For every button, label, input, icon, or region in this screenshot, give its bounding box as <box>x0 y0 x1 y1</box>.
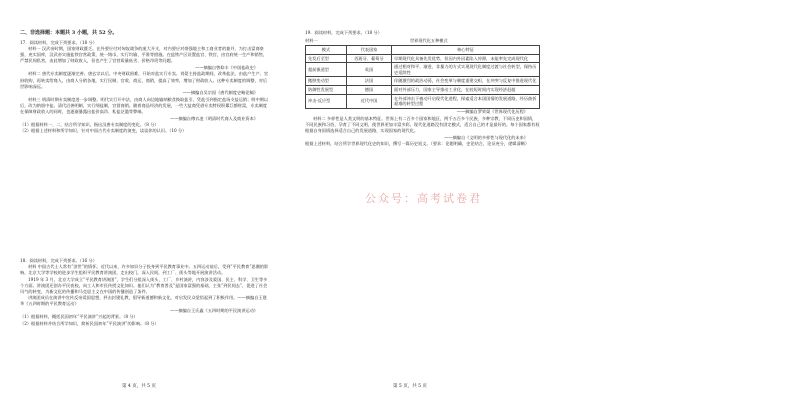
table-cell-mode: 冲击-反应型 <box>306 94 347 108</box>
q18-stem: 18．阅读材料，完成下列要求。（16 分） <box>20 258 97 263</box>
q17-material-3: 材料三 明清时期专卖制度进一步调整。明代实行开中法，由商人向边地输纳粮食换取盐引，凭盐引到指定盐场支盐运销；明中期以后，改为纳银中盐。清代沿袭明制，实行纲盐制，官督商销。随着商品经济的发展，一些大盐商凭借专卖特权积累巨额财富，专卖制度在保障财政收入的同时，也逐渐暴露出盐价高昂、私盐泛滥等弊端。 <box>20 96 269 115</box>
q17-stem: 17．阅读材料，完成下列要求。（18 分） <box>20 40 97 45</box>
table-cell-country: 德国 <box>347 86 392 95</box>
q19-table-caption: 世界现代化五种模式 <box>409 38 448 43</box>
table-row <box>306 86 540 95</box>
table-cell-mode: 超前嵌道型 <box>306 63 347 77</box>
q18-material-source: ——摘编自王氏鑫《五四时期的平民演讲运动》 <box>170 307 258 313</box>
q19-ask: 根据上述材料，结合所学世界现代化史的知识，撰写一篇历史短文。（要求：论题明确，史论结合，论证充分，逻辑清晰） <box>305 141 530 147</box>
q19-material-1 <box>305 38 540 147</box>
table-header-cell: 模式 <box>306 46 347 55</box>
table-cell-mode: 先发后至型 <box>306 54 347 63</box>
table-row <box>306 54 540 63</box>
question-17 <box>20 40 270 134</box>
q17-material-3-source: ——摘编自傅衣凌《明清时代商人及商业资本》 <box>170 115 258 121</box>
right-page <box>305 0 785 404</box>
q18-material-3: 讲演团成员在演讲中宣传反帝爱国思想，抨击封建礼教，倡导新道德和新文化，对启发民众觉悟起到了积极作用。——摘编自王建华《五四时期的平民教育运动》 <box>20 295 267 307</box>
q17-material-1: 材料一 汉武帝时期，国家财政匮乏。在外要应付对匈奴战争的庞大开支，对内要应对豪强地主和工商业者的兼并，为打击富商豪强，充实国库，汉武帝实施盐铁官营政策，统一铸币，实行均输、平准等措施。在盐铁产区设置盐官、铁官，由官府统一生产和销售，严禁民间私营，由此增加了财政收入，但也产生了官营质量低劣、价格昂贵等问题。 <box>20 46 268 64</box>
table-cell-country: 英国 <box>347 63 392 77</box>
q19-material-2-source: ——摘编自《文明的多样性与现代化的未来》 <box>444 134 528 140</box>
q18-ask-1: （1）根据材料，概括民国初年“平民演讲”兴起的背景。（8 分） <box>20 314 138 320</box>
q19-material-1-label: 材料一 <box>305 38 318 43</box>
q17-material-1-source: ——摘编自曾仰丰《中国盐政史》 <box>195 64 258 70</box>
table-row <box>306 77 540 86</box>
table-cell-mode: 防御性发展型 <box>306 86 347 95</box>
table-cell-mode: 搬照变动型 <box>306 77 347 86</box>
table-cell-feature: 早期现代化具备先发优势，但因内外因素陷入停滞，未能率先完成现代化 <box>392 54 540 63</box>
table-cell-feature: 通过相对和平、渐进、非暴力的方式实现现代化制度过渡与社会转型，保持历史延续性 <box>392 63 540 77</box>
table-row <box>306 63 540 77</box>
section-title: 二、非选择题：本题共 3 小题，共 52 分。 <box>20 30 118 36</box>
table-cell-country: 法国 <box>347 77 392 86</box>
q19-table-source: ——摘编自罗荣渠《世界现代化历程》 <box>456 109 528 115</box>
q17-material-2: 材料二 唐代专卖制度逐渐完善。唐玄宗以后，中央财政困难，开始对盐实行专卖。刘晏主持盐政期间，改革盐法，由盐户生产、官府收购，再转卖给商人，由商人分销各地，实行民制、官收、商运、商销，提高了效率，增加了财政收入。这种专卖制度的调整，对后世影响深远。 <box>20 71 269 89</box>
question-18 <box>20 258 270 327</box>
table-cell-country: 近代中国 <box>347 94 392 108</box>
table-cell-feature: 面对外部压力，国家主导推动工业化，在较短时间内实现经济赶超 <box>392 86 540 95</box>
q17-material-2-source: ——摘编自吴宗国《唐代制度史略论稿》 <box>182 90 258 96</box>
table-cell-feature: 在外部冲击下被动开启现代化进程，探索适合本国国情的发展道路，经历曲折艰难的转型过程 <box>392 94 540 108</box>
left-page-footer: 第 4 页，共 5 页 <box>122 384 156 389</box>
right-page-footer: 第 5 页，共 5 页 <box>393 384 427 389</box>
q18-ask-2: （2）根据材料并结合所学知识，简析民国初年“平民演讲”的影响。（8 分） <box>20 320 159 326</box>
q18-material-1: 材料 中国古代士人常有“济世”的情怀。近代以来，许多知识分子投身到平民教育事业中。五四运动前后，受到“平民教育”思潮的影响，北京大学等学校的进步学生组织平民教育讲演团，走出校门，深入民间，到工厂、街头等地开展演讲活动。 <box>20 264 269 276</box>
q19-material-2: 材料二 多样性是人类文明的基本特征。世界上有二百多个国家和地区，两千五百多个民族，多种宗教，不同历史和国情，不同民族和习俗，孕育了不同文明，使世界更加丰富多彩。现代化道路没有固定模式，适合自己的才是最好的。每个国家都有权根据自身国情选择适合自己的发展道路，实现国家的现代化。 <box>305 115 540 134</box>
table-header-row <box>306 46 540 55</box>
table-header-cell: 核心特征 <box>392 46 540 55</box>
q19-header <box>305 30 555 36</box>
modernization-table <box>305 45 540 109</box>
q19-table-caption-line <box>305 38 540 44</box>
table-cell-feature: 伴随激烈的政治动荡，社会变革与制度重建交织，在冲突与反复中推进现代化 <box>392 77 540 86</box>
watermark-text: 公众号：高考试卷君 <box>365 192 482 205</box>
q17-ask-1: （1）根据材料一、二，结合所学知识，指出汉唐专卖制度的变化。（8 分） <box>20 122 159 128</box>
q19-stem: 19．阅读材料，完成下列要求。（18 分） <box>305 30 382 35</box>
left-page <box>20 0 290 404</box>
q18-material-2: 1919 年 3 月，北京大学成立“平民教育讲演团”，学生们分组深入街头、工厂、乡村演讲，内容涉及爱国、民主、科学、卫生等多个方面。讲演团还创办平民夜校，向工人和市民传授文化知识。他们认为“教育普及”是国家富强的基础，主张“到民间去”，促进了社会风气的转变，为新文化的传播和马克思主义在中国的传播创造了条件。 <box>20 276 268 294</box>
table-header-cell: 代表国家 <box>347 46 392 55</box>
table-cell-country: 西班牙、葡萄牙 <box>347 54 392 63</box>
q17-ask-2: （2）根据上述材料和所学知识，针对中国古代专卖制度的演变，谈谈你的认识。（10 分） <box>20 128 187 134</box>
table-row <box>306 94 540 108</box>
